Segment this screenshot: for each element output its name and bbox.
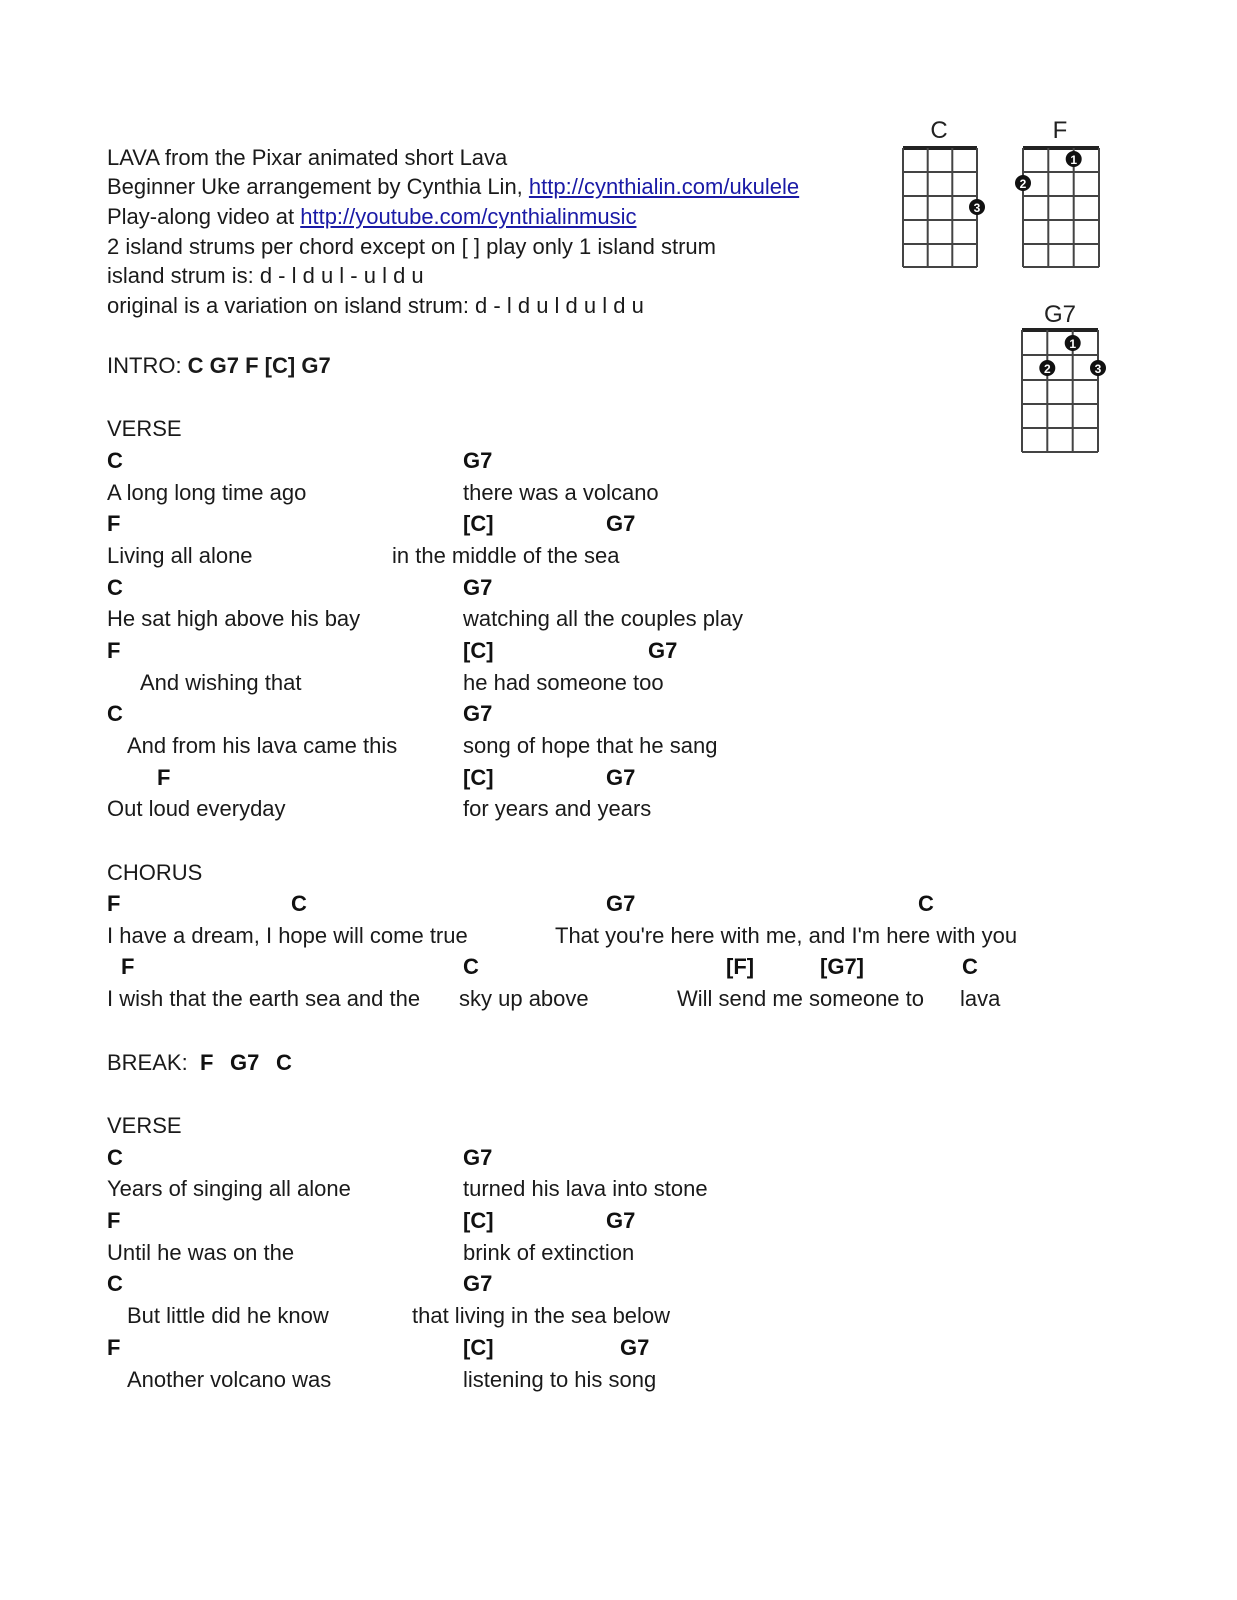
verse-1-lyric: He sat high above his bay [107,606,361,631]
verse-1-lyric: watching all the couples play [463,606,744,631]
finger-number: 2 [1019,177,1027,191]
verse-1-chord: C [107,575,123,600]
verse-2-chord: [C] [463,1335,494,1360]
chorus-lyric: sky up above [459,986,589,1011]
chord-diagram-g7 [1012,298,1112,463]
verse-1-lyric: for years and years [463,796,652,821]
original-strum-pattern: original is a variation on island strum: d - l d u l d u l d u [107,293,644,318]
verse-2-chord: G7 [606,1208,636,1233]
verse-1-chord: F [157,765,171,790]
finger-number: 1 [1069,337,1077,351]
verse-1-lyric: he had someone too [463,670,664,695]
verse-1-lyric: in the middle of the sea [392,543,620,568]
play-along-line [107,203,637,231]
chorus-lyric: lava [960,986,1001,1011]
finger-number: 2 [1043,362,1051,376]
chorus-lyric: I wish that the earth sea and the [107,986,421,1011]
verse-1-chord: G7 [463,448,493,473]
verse-1-lyric: A long long time ago [107,480,307,505]
finger-number: 1 [1070,153,1078,167]
verse-1-chord: C [107,448,123,473]
chorus-chord: F [107,891,121,916]
finger-number: 3 [1094,362,1102,376]
intro-line [107,352,331,380]
chorus-chord: [F] [726,954,755,979]
chord-diagram-f [1012,112,1112,277]
chorus-chord: [G7] [820,954,864,979]
verse-1-chord: G7 [648,638,678,663]
chorus-chord: C [918,891,934,916]
chorus-lyric: I have a dream, I hope will come true [107,923,468,948]
verse-1-chord: F [107,638,121,663]
verse-1-lyric: And from his lava came this [127,733,398,758]
verse-1-label: VERSE [107,416,182,441]
chorus-chord: F [121,954,135,979]
chord-diagram-f-name: F [1052,117,1068,144]
chorus-chord: C [463,954,479,979]
verse-1-chord: G7 [463,701,493,726]
verse-1-chord: G7 [606,765,636,790]
verse-1-lyric: Living all alone [107,543,253,568]
chord-diagram-c [895,112,985,277]
verse-2-chord: G7 [463,1145,493,1170]
intro-label: INTRO: [107,353,188,378]
verse-1-lyric: And wishing that [140,670,302,695]
verse-1-chord: G7 [463,575,493,600]
verse-2-chord: G7 [463,1271,493,1296]
chorus-lyric: Will send me someone to [677,986,924,1011]
chord-diagram-c-name: C [930,117,948,144]
play-along-text: Play-along video at [107,204,301,229]
verse-1-lyric: there was a volcano [463,480,659,505]
verse-1-lyric: song of hope that he sang [463,733,718,758]
strum-instructions: 2 island strums per chord except on [ ] play only 1 island strum [107,234,716,259]
song-title: LAVA from the Pixar animated short Lava [107,145,508,170]
finger-number: 3 [973,201,981,215]
verse-2-lyric: listening to his song [463,1367,657,1392]
break-chord: G7 [230,1050,260,1075]
verse-1-chord: [C] [463,511,494,536]
verse-2-lyric: turned his lava into stone [463,1176,708,1201]
chord-diagram-f-svg [1012,112,1112,272]
verse-2-chord: F [107,1208,121,1233]
break-label: BREAK: [107,1050,188,1075]
verse-2-lyric: Another volcano was [127,1367,332,1392]
chorus-chord: C [291,891,307,916]
credit-text: Beginner Uke arrangement by Cynthia Lin, [107,174,529,199]
verse-2-lyric: But little did he know [127,1303,329,1328]
verse-1-chord: [C] [463,765,494,790]
verse-1-chord: C [107,701,123,726]
chorus-label: CHORUS [107,860,203,885]
break-chord: C [276,1050,292,1075]
verse-2-chord: C [107,1271,123,1296]
chorus-chord: G7 [606,891,636,916]
chord-diagram-g7-name: G7 [1043,301,1077,328]
verse-2-chord: F [107,1335,121,1360]
intro-chords: C G7 F [C] G7 [187,353,331,378]
verse-2-lyric: Years of singing all alone [107,1176,351,1201]
verse-2-chord: C [107,1145,123,1170]
break-chord: F [200,1050,214,1075]
verse-1-chord: [C] [463,638,494,663]
chord-diagram-g7-svg [1012,298,1112,458]
youtube-link[interactable]: http://youtube.com/cynthialinmusic [300,204,637,229]
chorus-lyric: That you're here with me, and I'm here with you [555,923,1018,948]
chorus-chord: C [962,954,978,979]
verse-2-chord: [C] [463,1208,494,1233]
arrangement-credit [107,173,799,201]
verse-2-lyric: brink of extinction [463,1240,635,1265]
verse-2-lyric: Until he was on the [107,1240,295,1265]
verse-1-chord: F [107,511,121,536]
chord-diagram-c-svg [895,112,985,272]
cynthialin-link[interactable]: http://cynthialin.com/ukulele [528,174,800,199]
island-strum-pattern: island strum is: d - l d u l - u l d u [107,263,424,288]
verse-1-chord: G7 [606,511,636,536]
verse-2-label: VERSE [107,1113,182,1138]
verse-2-chord: G7 [620,1335,650,1360]
verse-1-lyric: Out loud everyday [107,796,286,821]
verse-2-lyric: that living in the sea below [412,1303,671,1328]
